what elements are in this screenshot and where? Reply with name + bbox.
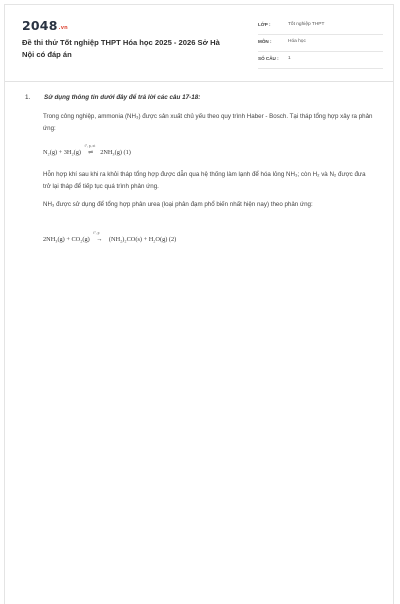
equation-1 [43,144,131,156]
meta-row-question-count [258,54,383,69]
meta-value: 1 [288,56,291,61]
eq2-reactants: 2NH₃(g) + CO₂(g) [43,236,90,243]
paragraph-intro: Trong công nghiệp, ammonia (NH₃) được sản xuất chủ yếu theo quy trình Haber - Bosch. Tại tháp tổng hợp xảy ra phản ứng: [43,113,373,132]
logo-text: 2048 [22,18,58,33]
eq1-arrow-symbol: ⇌ [87,149,94,156]
eq2-conditions: t°, p [93,231,100,235]
meta-panel [258,20,383,71]
logo-domain: .vn [58,25,68,31]
eq1-reactants: N₂(g) + 3H₂(g) [43,149,82,156]
eq2-products: (NH₂)₂CO(s) + H₂O(g) [108,236,168,243]
eq1-tag: (1) [123,149,131,156]
paragraph-cooling: Hỗn hợp khí sau khi ra khỏi tháp tổng hợp được dẫn qua hệ thống làm lạnh để hóa lỏng NH₃; còn H₂ và N₂ được đưa trở lại tháp để tiếp tục quá trình phản ứng. [43,171,366,190]
site-logo[interactable] [22,18,68,33]
document-title: Đề thi thử Tốt nghiệp THPT Hóa học 2025 - 2026 Sở Hà Nội có đáp án [22,38,220,59]
question-intro: Sử dụng thông tin dưới đây để trả lời các câu 17-18: [44,94,201,101]
eq1-arrow [83,144,99,156]
eq2-arrow [91,231,107,243]
meta-row-class [258,20,383,35]
meta-value: Hóa học [288,39,306,44]
paragraph-urea: NH₃ được sử dụng để tổng hợp phân urea (loại phân đạm phổ biến nhất hiện nay) theo phản ứng: [43,201,313,208]
meta-label: LỚP : [258,22,271,27]
equation-2 [43,231,177,243]
document-header [5,5,393,82]
eq1-products: 2NH₃(g) [100,149,122,156]
meta-label: SỐ CÂU : [258,56,279,61]
meta-label: MÔN : [258,39,272,44]
meta-value: Tốt nghiệp THPT [288,22,325,27]
eq2-arrow-symbol: → [96,236,103,243]
eq2-tag: (2) [168,236,177,243]
meta-row-subject [258,37,383,52]
question-number: 1. [25,94,31,101]
document-page [4,4,394,604]
eq1-conditions: t°, p, xt [84,144,96,148]
